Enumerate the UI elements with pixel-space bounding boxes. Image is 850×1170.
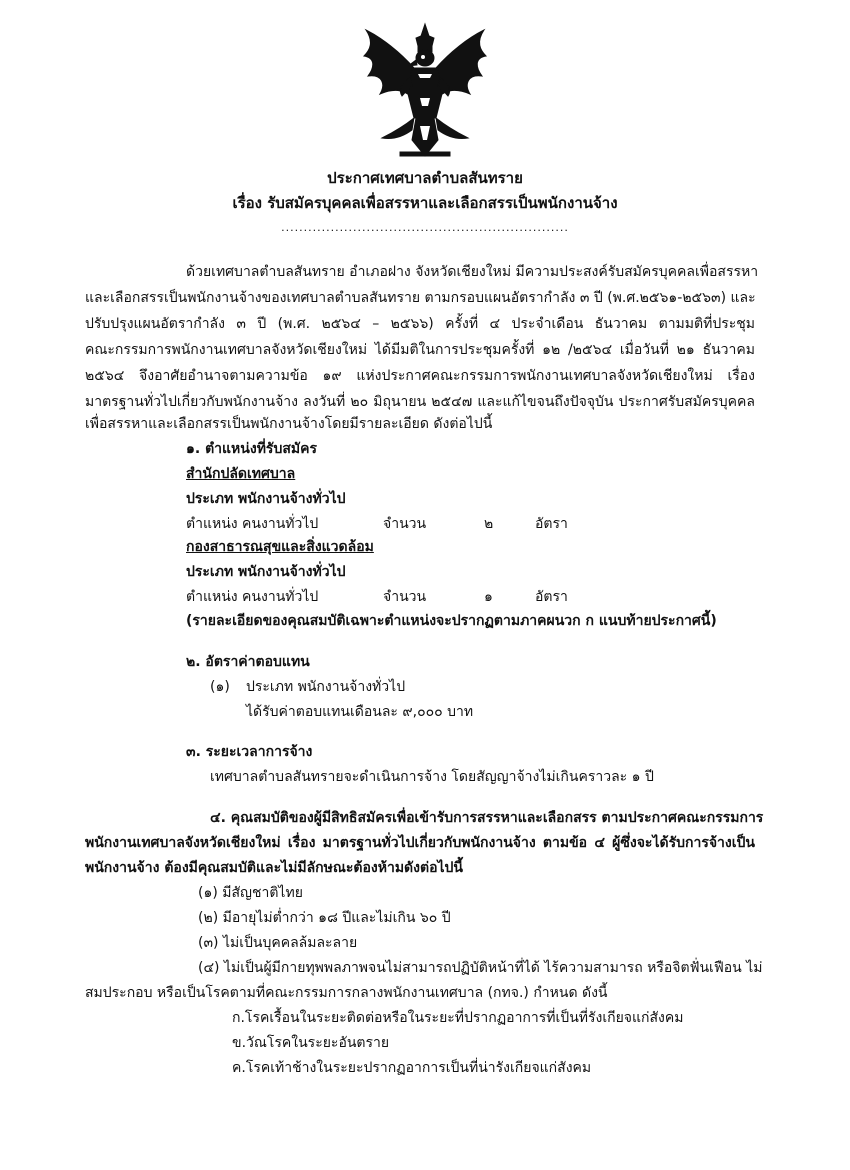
requirement-2: (๒) มีอายุไม่ต่ำกว่า ๑๘ ปีและไม่เกิน ๖๐ ปี — [198, 910, 451, 926]
disease-b: ข.วัณโรคในระยะอันตราย — [232, 1035, 390, 1051]
unit-1-count: ๒ — [484, 516, 494, 532]
unit-2-rate-unit: อัตรา — [535, 589, 568, 605]
disease-a: ก.โรคเรื้อนในระยะติดต่อหรือในระยะที่ปรากฏอาการที่เป็นที่รังเกียจแก่สังคม — [232, 1010, 684, 1026]
section-2-heading: ๒. อัตราค่าตอบแทน — [186, 654, 310, 670]
section-2-item-number: (๑) — [210, 679, 230, 695]
intro-line-3: ปรับปรุงแผนอัตรากำลัง ๓ ปี (พ.ศ. ๒๕๖๔ – ๒๕๖๖) ครั้งที่ ๔ ประจำเดือน ธันวาคม ตามมติที่ประชุม — [85, 316, 755, 332]
intro-line-7: เพื่อสรรหาและเลือกสรรเป็นพนักงานจ้างโดยมีรายละเอียด ดังต่อไปนี้ — [85, 416, 493, 432]
requirement-4-line-2: สมประกอบ หรือเป็นโรคตามที่คณะกรรมการกลางพนักงานเทศบาล (กทจ.) กำหนด ดังนี้ — [85, 985, 608, 1001]
garuda-emblem — [360, 22, 490, 162]
section-2-pay: ได้รับค่าตอบแทนเดือนละ ๙,๐๐๐ บาท — [246, 704, 474, 720]
unit-2-name: กองสาธารณสุขและสิ่งแวดล้อม — [186, 539, 374, 555]
unit-1-rate-unit: อัตรา — [535, 516, 568, 532]
requirement-3: (๓) ไม่เป็นบุคคลล้มละลาย — [198, 935, 358, 951]
disease-c: ค.โรคเท้าช้างในระยะปรากฏอาการเป็นที่น่ารังเกียจแก่สังคม — [232, 1060, 592, 1076]
requirement-1: (๑) มีสัญชาติไทย — [198, 885, 303, 901]
section-3-text: เทศบาลตำบลสันทรายจะดำเนินการจ้าง โดยสัญญาจ้างไม่เกินคราวละ ๑ ปี — [210, 769, 654, 785]
announcement-title: ประกาศเทศบาลตำบลสันทราย — [327, 169, 523, 187]
unit-1-name: สำนักปลัดเทศบาล — [186, 466, 296, 482]
unit-2-count-label: จำนวน — [383, 589, 427, 605]
title-divider: ................................................................ — [281, 221, 569, 234]
requirement-4-line-1: (๔) ไม่เป็นผู้มีกายทุพพลภาพจนไม่สามารถปฏิบัติหน้าที่ได้ ไร้ความสามารถ หรือจิตฟั่นเฟือน ไม่ — [198, 960, 763, 976]
intro-line-4: คณะกรรมการพนักงานเทศบาลจังหวัดเชียงใหม่ ได้มีมติในการประชุมครั้งที่ ๑๒ /๒๕๖๔ เมื่อวันที่ ๒๑ ธันวาคม — [85, 342, 755, 358]
unit-2-count: ๑ — [484, 589, 493, 605]
section-1-note: (รายละเอียดของคุณสมบัติเฉพาะตำแหน่งจะปรากฏตามภาคผนวก ก แนบท้ายประกาศนี้) — [186, 613, 717, 629]
intro-line-1: ด้วยเทศบาลตำบลสันทราย อำเภอฝาง จังหวัดเชียงใหม่ มีความประสงค์รับสมัครบุคคลเพื่อสรรหา — [186, 264, 759, 280]
section-2-item-type: ประเภท พนักงานจ้างทั่วไป — [246, 679, 406, 695]
section-4-line-3: พนักงานจ้าง ต้องมีคุณสมบัติและไม่มีลักษณะต้องห้ามดังต่อไปนี้ — [85, 860, 463, 876]
unit-1-type: ประเภท พนักงานจ้างทั่วไป — [186, 491, 346, 507]
unit-1-position: ตำแหน่ง คนงานทั่วไป — [186, 516, 319, 532]
unit-2-position: ตำแหน่ง คนงานทั่วไป — [186, 589, 319, 605]
section-4-line-1: ๔. คุณสมบัติของผู้มีสิทธิสมัครเพื่อเข้ารับการสรรหาและเลือกสรร ตามประกาศคณะกรรมการ — [210, 810, 764, 826]
unit-2-type: ประเภท พนักงานจ้างทั่วไป — [186, 564, 346, 580]
intro-line-5: ๒๕๖๔ จึงอาศัยอำนาจตามความข้อ ๑๙ แห่งประกาศคณะกรรมการพนักงานเทศบาลจังหวัดเชียงใหม่ เรื่อง — [85, 368, 755, 384]
section-4-line-2: พนักงานเทศบาลจังหวัดเชียงใหม่ เรื่อง มาตรฐานทั่วไปเกี่ยวกับพนักงานจ้าง ตามข้อ ๔ ผู้ซึ่งจะได้รับการจ้างเป็น — [85, 835, 755, 851]
announcement-subject: เรื่อง รับสมัครบุคคลเพื่อสรรหาและเลือกสรรเป็นพนักงานจ้าง — [232, 194, 618, 212]
section-3-heading: ๓. ระยะเวลาการจ้าง — [186, 744, 313, 760]
intro-line-6: มาตรฐานทั่วไปเกี่ยวกับพนักงานจ้าง ลงวันที่ ๒๐ มิถุนายน ๒๕๔๗ และแก้ไขจนถึงปัจจุบัน ประกาศรับสมัครบุคคล — [85, 394, 755, 410]
intro-line-2: และเลือกสรรเป็นพนักงานจ้างของเทศบาลตำบลสันทราย ตามกรอบแผนอัตรากำลัง ๓ ปี (พ.ศ.๒๕๖๑-๒๕๖๓) และ — [85, 290, 756, 306]
section-1-heading: ๑. ตำแหน่งที่รับสมัคร — [186, 441, 317, 457]
unit-1-count-label: จำนวน — [383, 516, 427, 532]
